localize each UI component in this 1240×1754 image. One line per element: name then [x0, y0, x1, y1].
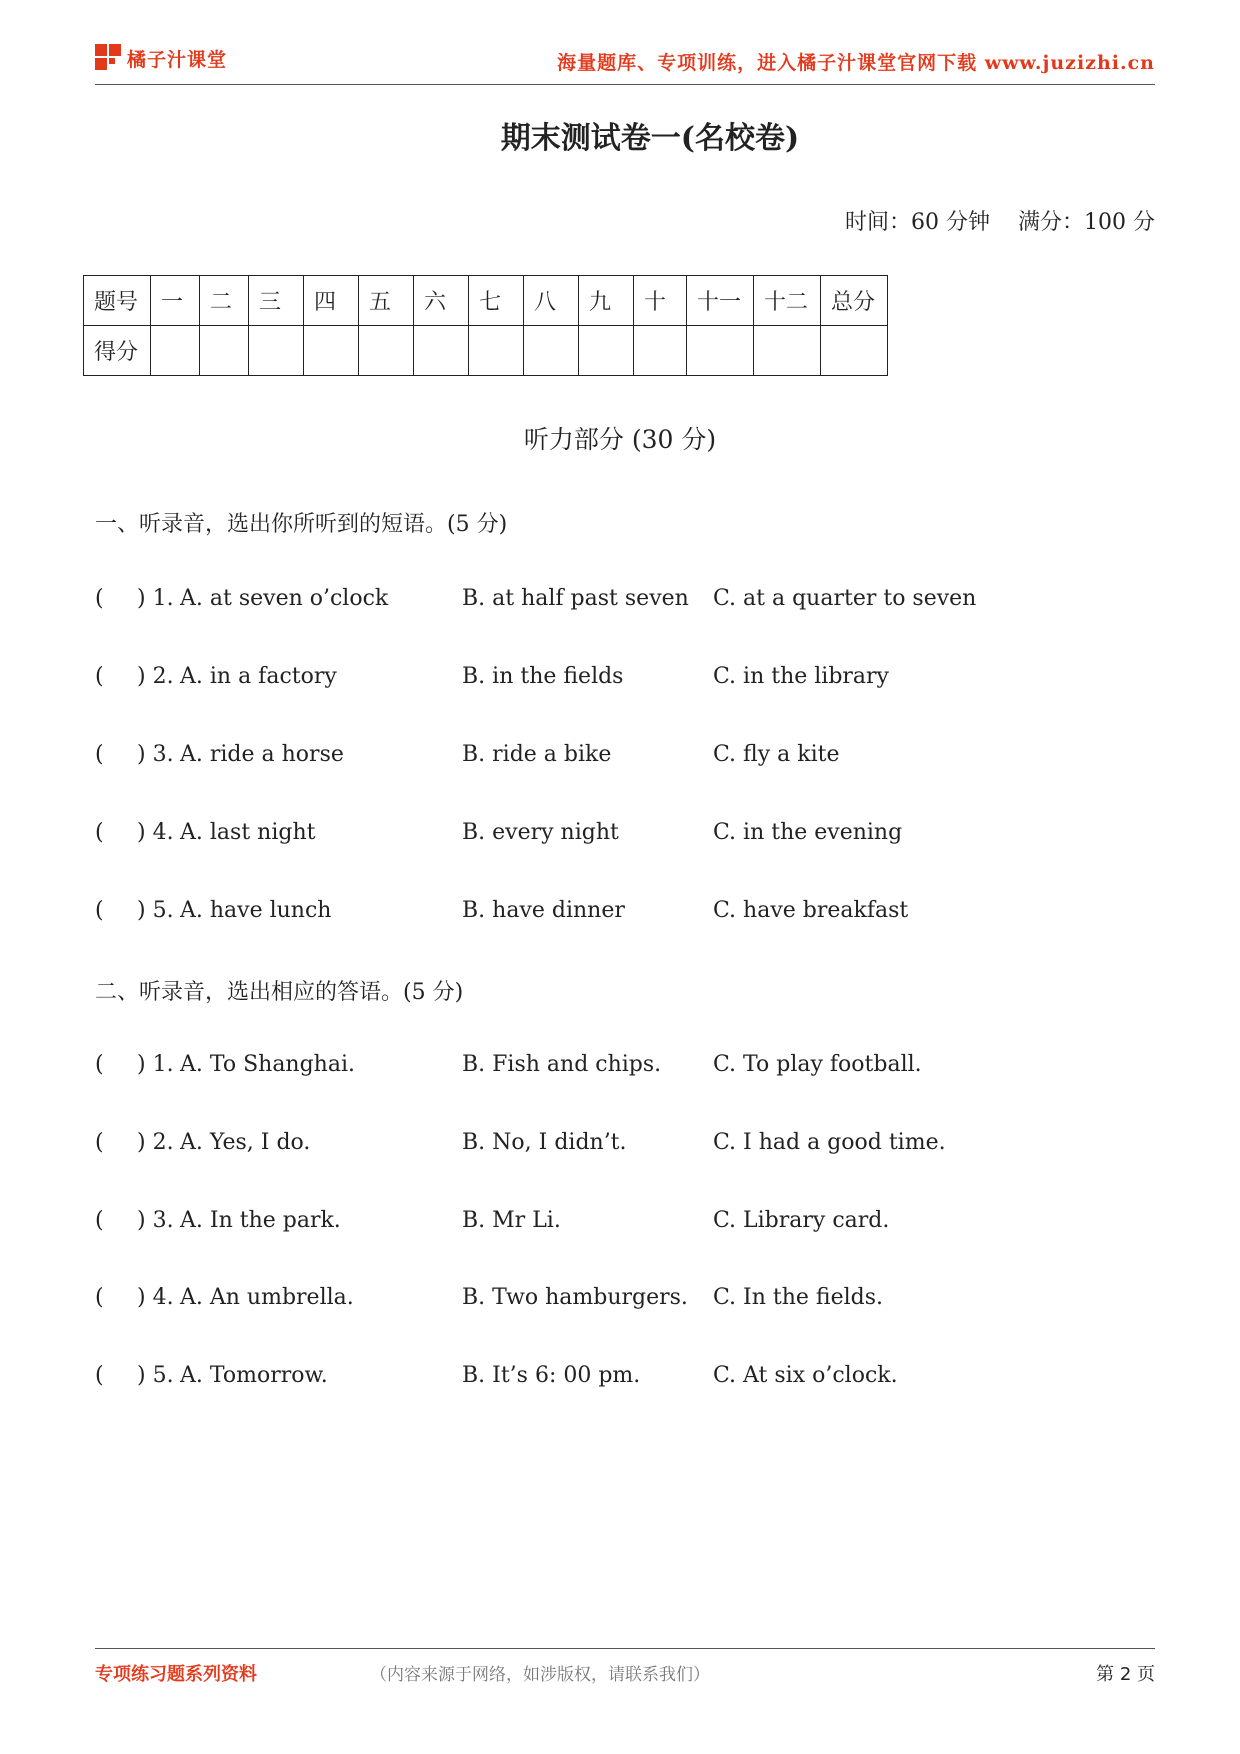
- option-c: C. Library card.: [713, 1208, 890, 1233]
- option-a: A. To Shanghai.: [180, 1052, 356, 1077]
- question-number: ) 3.: [137, 742, 174, 767]
- score-cell: [821, 326, 888, 376]
- question-number: ) 4.: [137, 1285, 174, 1310]
- score-table-col: 总分: [821, 276, 888, 326]
- option-b: B. Two hamburgers.: [462, 1285, 688, 1310]
- score-table-header-label: 题号: [84, 276, 151, 326]
- option-b: B. No, I didn’t.: [462, 1130, 627, 1155]
- question-row: [95, 820, 1095, 850]
- score-table-score-row: [84, 326, 888, 376]
- question-number: ) 1.: [137, 1052, 174, 1077]
- question-row: [95, 1130, 1095, 1160]
- answer-paren: (: [95, 898, 104, 923]
- option-c: C. have breakfast: [713, 898, 909, 923]
- answer-paren: (: [95, 1285, 104, 1310]
- score-cell: [359, 326, 414, 376]
- option-a: A. An umbrella.: [180, 1285, 354, 1310]
- logo-icon: [95, 44, 123, 72]
- option-c: C. fly a kite: [713, 742, 840, 767]
- question-row: [95, 1208, 1095, 1238]
- footer-copyright-note: （内容来源于网络，如涉版权，请联系我们）: [370, 1665, 710, 1685]
- answer-paren: (: [95, 820, 104, 845]
- score-cell: [414, 326, 469, 376]
- score-table: [83, 275, 888, 376]
- question-row: [95, 586, 1095, 616]
- question-row: [95, 1363, 1095, 1393]
- option-b: B. It’s 6: 00 pm.: [462, 1363, 641, 1388]
- answer-paren: (: [95, 1363, 104, 1388]
- question-number: ) 4.: [137, 820, 174, 845]
- option-b: B. in the fields: [462, 664, 624, 689]
- option-c: C. To play football.: [713, 1052, 922, 1077]
- option-a: A. in a factory: [180, 664, 337, 689]
- answer-paren: (: [95, 664, 104, 689]
- option-c: C. in the evening: [713, 820, 903, 845]
- option-b: B. at half past seven: [462, 586, 689, 611]
- question-row: [95, 664, 1095, 694]
- page-header: [95, 40, 1155, 85]
- score-table-col: 七: [469, 276, 524, 326]
- score-table-col: 六: [414, 276, 469, 326]
- question-number: ) 1.: [137, 586, 174, 611]
- option-a: A. last night: [180, 820, 316, 845]
- option-a: A. Yes, I do.: [180, 1130, 311, 1155]
- option-b: B. Mr Li.: [462, 1208, 561, 1233]
- score-table-col: 五: [359, 276, 414, 326]
- score-table-score-label: 得分: [84, 326, 151, 376]
- question-row: [95, 742, 1095, 772]
- logo-text: 橘子汁课堂: [127, 48, 228, 71]
- score-table-header-row: [84, 276, 888, 326]
- page-number: 第 2 页: [1096, 1664, 1155, 1685]
- option-b: B. every night: [462, 820, 619, 845]
- question-number: ) 2.: [137, 664, 174, 689]
- score-cell: [524, 326, 579, 376]
- option-a: A. at seven o’clock: [180, 586, 389, 611]
- answer-paren: (: [95, 1208, 104, 1233]
- score-table-col: 一: [151, 276, 200, 326]
- score-cell: [200, 326, 249, 376]
- question-row: [95, 898, 1095, 928]
- score-table-col: 九: [579, 276, 634, 326]
- answer-paren: (: [95, 742, 104, 767]
- option-a: A. have lunch: [180, 898, 332, 923]
- part2-heading: 二、听录音，选出相应的答语。(5 分): [95, 980, 464, 1005]
- page-title: 期末测试卷一(名校卷): [500, 121, 800, 156]
- score-cell: [304, 326, 359, 376]
- section-title: 听力部分 (30 分): [523, 425, 717, 454]
- score-cell: [249, 326, 304, 376]
- option-b: B. Fish and chips.: [462, 1052, 662, 1077]
- option-a: A. In the park.: [180, 1208, 341, 1233]
- score-table-col: 三: [249, 276, 304, 326]
- question-number: ) 5.: [137, 1363, 174, 1388]
- footer-series-label: 专项练习题系列资料: [95, 1664, 257, 1685]
- answer-paren: (: [95, 1052, 104, 1077]
- score-table-col: 十二: [754, 276, 821, 326]
- score-table-col: 十: [634, 276, 687, 326]
- option-c: C. I had a good time.: [713, 1130, 946, 1155]
- question-number: ) 2.: [137, 1130, 174, 1155]
- score-table-col: 四: [304, 276, 359, 326]
- score-cell: [634, 326, 687, 376]
- header-slogan: 海量题库、专项训练，进入橘子汁课堂官网下载 www.juzizhi.cn: [557, 52, 1155, 74]
- question-row: [95, 1285, 1095, 1315]
- option-c: C. at a quarter to seven: [713, 586, 977, 611]
- option-a: A. ride a horse: [180, 742, 344, 767]
- score-cell: [754, 326, 821, 376]
- question-number: ) 5.: [137, 898, 174, 923]
- option-a: A. Tomorrow.: [180, 1363, 328, 1388]
- answer-paren: (: [95, 1130, 104, 1155]
- option-c: C. in the library: [713, 664, 889, 689]
- score-cell: [687, 326, 754, 376]
- footer-divider: [95, 1648, 1155, 1651]
- score-cell: [579, 326, 634, 376]
- option-c: C. At six o’clock.: [713, 1363, 898, 1388]
- question-number: ) 3.: [137, 1208, 174, 1233]
- logo: [95, 44, 227, 72]
- option-b: B. have dinner: [462, 898, 625, 923]
- question-row: [95, 1052, 1095, 1082]
- score-table-col: 二: [200, 276, 249, 326]
- part1-heading: 一、听录音，选出你所听到的短语。(5 分): [95, 512, 508, 537]
- option-c: C. In the fields.: [713, 1285, 884, 1310]
- score-table-col: 八: [524, 276, 579, 326]
- score-cell: [469, 326, 524, 376]
- answer-paren: (: [95, 586, 104, 611]
- score-table-col: 十一: [687, 276, 754, 326]
- option-b: B. ride a bike: [462, 742, 612, 767]
- score-cell: [151, 326, 200, 376]
- exam-meta: 时间：60 分钟 满分：100 分: [845, 210, 1155, 235]
